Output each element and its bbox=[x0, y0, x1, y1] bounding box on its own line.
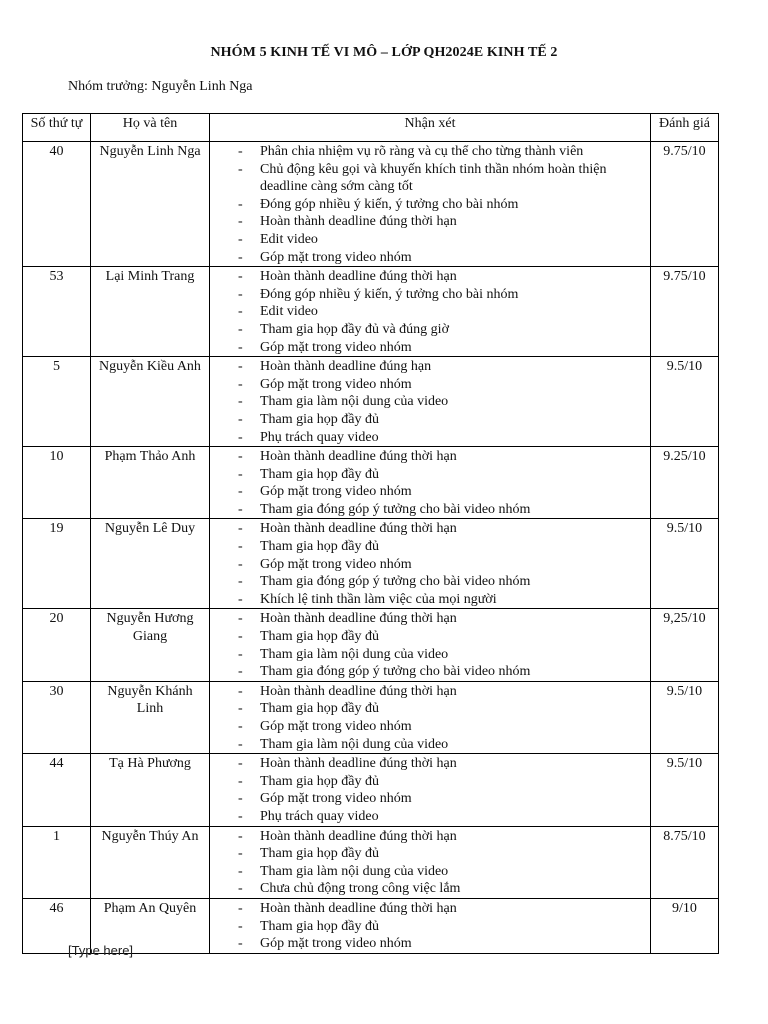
dash-bullet: - bbox=[238, 249, 243, 265]
grade: 9.75/10 bbox=[651, 267, 719, 357]
comments-list bbox=[210, 610, 650, 680]
grade: 8.75/10 bbox=[651, 826, 719, 898]
comment-text: Góp mặt trong video nhóm bbox=[260, 249, 412, 265]
dash-bullet: - bbox=[238, 591, 243, 607]
comments-cell bbox=[210, 357, 651, 447]
comment-item bbox=[210, 591, 650, 609]
grade: 9.5/10 bbox=[651, 754, 719, 826]
comments-cell bbox=[210, 826, 651, 898]
header-number: Số thứ tự bbox=[23, 114, 91, 142]
comments-list bbox=[210, 900, 650, 953]
comment-text: Tham gia họp đầy đủ và đúng giờ bbox=[260, 321, 449, 337]
comment-item bbox=[210, 808, 650, 826]
dash-bullet: - bbox=[238, 611, 243, 627]
comment-item bbox=[210, 610, 650, 628]
comment-text: Tham gia làm nội dung của video bbox=[260, 646, 449, 662]
table-row bbox=[23, 609, 719, 681]
comment-item bbox=[210, 663, 650, 681]
comment-text: Hoàn thành deadline đúng thời hạn bbox=[260, 611, 457, 627]
comment-item bbox=[210, 556, 650, 574]
comment-text: Tham gia làm nội dung của video bbox=[260, 394, 449, 410]
comment-text: Khích lệ tinh thần làm việc của mọi người bbox=[260, 591, 497, 607]
dash-bullet: - bbox=[238, 144, 243, 159]
dash-bullet: - bbox=[238, 359, 243, 375]
comment-item bbox=[210, 863, 650, 881]
comment-text: Góp mặt trong video nhóm bbox=[260, 556, 412, 572]
comment-text: Hoàn thành deadline đúng thời hạn bbox=[260, 269, 457, 285]
comment-text: Tham gia họp đầy đủ bbox=[260, 539, 379, 555]
comments-cell bbox=[210, 267, 651, 357]
student-number: 40 bbox=[23, 142, 91, 267]
student-number: 30 bbox=[23, 681, 91, 753]
comment-text: Tham gia họp đầy đủ bbox=[260, 701, 379, 717]
comment-item bbox=[210, 143, 650, 161]
comment-item bbox=[210, 573, 650, 591]
comment-text: Góp mặt trong video nhóm bbox=[260, 484, 412, 500]
group-leader: Nhóm trưởng: Nguyễn Linh Nga bbox=[68, 79, 253, 94]
dash-bullet: - bbox=[238, 900, 243, 916]
comment-text: Góp mặt trong video nhóm bbox=[260, 339, 412, 355]
comments-list bbox=[210, 828, 650, 898]
comment-item bbox=[210, 501, 650, 519]
comment-item bbox=[210, 429, 650, 447]
comment-item bbox=[210, 376, 650, 394]
comment-item bbox=[210, 700, 650, 718]
document-title: NHÓM 5 KINH TẾ VI MÔ – LỚP QH2024E KINH TẾ 2 bbox=[210, 45, 558, 60]
comment-text: Hoàn thành deadline đúng thời hạn bbox=[260, 449, 457, 465]
grade: 9.5/10 bbox=[651, 681, 719, 753]
dash-bullet: - bbox=[238, 286, 243, 302]
dash-bullet: - bbox=[238, 791, 243, 807]
comment-item bbox=[210, 448, 650, 466]
comment-text: Phụ trách quay video bbox=[260, 808, 379, 824]
comment-item bbox=[210, 303, 650, 321]
dash-bullet: - bbox=[238, 539, 243, 555]
comments-cell bbox=[210, 754, 651, 826]
student-number: 46 bbox=[23, 898, 91, 953]
comment-text: Chủ động kêu gọi và khuyến khích tinh thần nhóm hoàn thiện deadline càng sớm càng tốt bbox=[260, 161, 607, 195]
dash-bullet: - bbox=[238, 449, 243, 465]
dash-bullet: - bbox=[238, 304, 243, 320]
comment-item bbox=[210, 196, 650, 214]
table-row bbox=[23, 357, 719, 447]
dash-bullet: - bbox=[238, 466, 243, 482]
comment-item bbox=[210, 628, 650, 646]
student-name: Nguyễn Kiều Anh bbox=[91, 357, 210, 447]
comment-text: Chưa chủ động trong công việc lắm bbox=[260, 881, 461, 897]
table-header-row bbox=[23, 114, 719, 142]
dash-bullet: - bbox=[238, 773, 243, 789]
dash-bullet: - bbox=[238, 574, 243, 590]
comment-text: Hoàn thành deadline đúng thời hạn bbox=[260, 828, 457, 844]
dash-bullet: - bbox=[238, 719, 243, 734]
comment-item bbox=[210, 249, 650, 267]
comment-text: Góp mặt trong video nhóm bbox=[260, 719, 412, 734]
table-row bbox=[23, 267, 719, 357]
comment-item bbox=[210, 466, 650, 484]
dash-bullet: - bbox=[238, 556, 243, 572]
grade: 9/10 bbox=[651, 898, 719, 953]
student-number: 10 bbox=[23, 447, 91, 519]
comment-text: Góp mặt trong video nhóm bbox=[260, 936, 412, 952]
comments-list bbox=[210, 520, 650, 608]
comment-text: Tham gia làm nội dung của video bbox=[260, 863, 449, 879]
comment-text: Tham gia họp đầy đủ bbox=[260, 918, 379, 934]
dash-bullet: - bbox=[238, 161, 243, 177]
student-number: 53 bbox=[23, 267, 91, 357]
comment-item bbox=[210, 935, 650, 953]
student-name: Nguyễn Khánh Linh bbox=[91, 681, 210, 753]
comment-item bbox=[210, 538, 650, 556]
comment-text: Phụ trách quay video bbox=[260, 429, 379, 445]
dash-bullet: - bbox=[238, 321, 243, 337]
dash-bullet: - bbox=[238, 808, 243, 824]
comment-item bbox=[210, 900, 650, 918]
comment-item bbox=[210, 231, 650, 249]
table-row bbox=[23, 754, 719, 826]
comment-item bbox=[210, 411, 650, 429]
comment-item bbox=[210, 393, 650, 411]
comment-item bbox=[210, 286, 650, 304]
comment-text: Tham gia họp đầy đủ bbox=[260, 773, 379, 789]
comments-cell bbox=[210, 519, 651, 609]
comment-text: Góp mặt trong video nhóm bbox=[260, 791, 412, 807]
dash-bullet: - bbox=[238, 918, 243, 934]
dash-bullet: - bbox=[238, 828, 243, 844]
student-number: 44 bbox=[23, 754, 91, 826]
evaluation-table bbox=[22, 113, 719, 954]
comments-list bbox=[210, 448, 650, 518]
student-name: Nguyễn Thúy An bbox=[91, 826, 210, 898]
dash-bullet: - bbox=[238, 664, 243, 680]
comment-text: Tham gia đóng góp ý tưởng cho bài video nhóm bbox=[260, 574, 531, 590]
comment-item bbox=[210, 213, 650, 231]
dash-bullet: - bbox=[238, 756, 243, 772]
comment-text: Edit video bbox=[260, 304, 318, 320]
comment-item bbox=[210, 918, 650, 936]
comment-text: Hoàn thành deadline đúng thời hạn bbox=[260, 683, 457, 699]
comment-text: Phân chia nhiệm vụ rõ ràng và cụ thể cho từng thành viên bbox=[260, 144, 584, 159]
student-number: 19 bbox=[23, 519, 91, 609]
comments-list bbox=[210, 143, 650, 266]
dash-bullet: - bbox=[238, 429, 243, 445]
comment-text: Đóng góp nhiều ý kiến, ý tưởng cho bài nhóm bbox=[260, 196, 519, 212]
comments-list bbox=[210, 358, 650, 446]
header-comments: Nhận xét bbox=[210, 114, 651, 142]
dash-bullet: - bbox=[238, 484, 243, 500]
comment-text: Hoàn thành deadline đúng thời hạn bbox=[260, 756, 457, 772]
grade: 9.75/10 bbox=[651, 142, 719, 267]
grade: 9.5/10 bbox=[651, 357, 719, 447]
comment-item bbox=[210, 718, 650, 736]
dash-bullet: - bbox=[238, 269, 243, 285]
comment-text: Tham gia họp đầy đủ bbox=[260, 629, 379, 645]
dash-bullet: - bbox=[238, 936, 243, 952]
dash-bullet: - bbox=[238, 231, 243, 247]
comment-item bbox=[210, 520, 650, 538]
dash-bullet: - bbox=[238, 411, 243, 427]
dash-bullet: - bbox=[238, 339, 243, 355]
dash-bullet: - bbox=[238, 214, 243, 230]
comments-cell bbox=[210, 142, 651, 267]
student-name: Nguyễn Linh Nga bbox=[91, 142, 210, 267]
comment-text: Hoàn thành deadline đúng thời hạn bbox=[260, 521, 457, 537]
table-body bbox=[23, 142, 719, 954]
comment-item bbox=[210, 483, 650, 501]
dash-bullet: - bbox=[238, 521, 243, 537]
table-row bbox=[23, 447, 719, 519]
student-name: Phạm An Quyên bbox=[91, 898, 210, 953]
table-row bbox=[23, 142, 719, 267]
table-row bbox=[23, 826, 719, 898]
comment-item bbox=[210, 880, 650, 898]
comment-text: Hoàn thành deadline đúng thời hạn bbox=[260, 214, 457, 230]
comment-text: Tham gia họp đầy đủ bbox=[260, 846, 379, 862]
comment-text: Đóng góp nhiều ý kiến, ý tưởng cho bài nhóm bbox=[260, 286, 519, 302]
comment-item bbox=[210, 790, 650, 808]
comment-item bbox=[210, 755, 650, 773]
dash-bullet: - bbox=[238, 394, 243, 410]
dash-bullet: - bbox=[238, 701, 243, 717]
dash-bullet: - bbox=[238, 683, 243, 699]
student-number: 1 bbox=[23, 826, 91, 898]
comment-text: Edit video bbox=[260, 231, 318, 247]
comment-text: Hoàn thành deadline đúng hạn bbox=[260, 359, 432, 375]
comments-cell bbox=[210, 609, 651, 681]
student-name: Nguyễn Hương Giang bbox=[91, 609, 210, 681]
dash-bullet: - bbox=[238, 376, 243, 392]
comment-text: Tham gia họp đầy đủ bbox=[260, 411, 379, 427]
comments-cell bbox=[210, 898, 651, 953]
comment-item bbox=[210, 358, 650, 376]
comments-list bbox=[210, 683, 650, 753]
comment-item bbox=[210, 773, 650, 791]
comment-text: Tham gia đóng góp ý tưởng cho bài video nhóm bbox=[260, 664, 531, 680]
header-name: Họ và tên bbox=[91, 114, 210, 142]
comment-text: Tham gia đóng góp ý tưởng cho bài video nhóm bbox=[260, 501, 531, 517]
comment-text: Tham gia họp đầy đủ bbox=[260, 466, 379, 482]
comment-item bbox=[210, 321, 650, 339]
comment-item bbox=[210, 646, 650, 664]
header-grade: Đánh giá bbox=[651, 114, 719, 142]
student-name: Lại Minh Trang bbox=[91, 267, 210, 357]
dash-bullet: - bbox=[238, 736, 243, 752]
dash-bullet: - bbox=[238, 196, 243, 212]
dash-bullet: - bbox=[238, 629, 243, 645]
grade: 9,25/10 bbox=[651, 609, 719, 681]
student-number: 5 bbox=[23, 357, 91, 447]
dash-bullet: - bbox=[238, 863, 243, 879]
comment-text: Hoàn thành deadline đúng thời hạn bbox=[260, 900, 457, 916]
dash-bullet: - bbox=[238, 501, 243, 517]
comments-list bbox=[210, 268, 650, 356]
comment-text: Tham gia làm nội dung của video bbox=[260, 736, 449, 752]
grade: 9.5/10 bbox=[651, 519, 719, 609]
comments-cell bbox=[210, 681, 651, 753]
comment-item bbox=[210, 736, 650, 754]
comment-item bbox=[210, 828, 650, 846]
comment-item bbox=[210, 339, 650, 357]
dash-bullet: - bbox=[238, 881, 243, 897]
comment-item bbox=[210, 161, 650, 196]
student-name: Tạ Hà Phương bbox=[91, 754, 210, 826]
comment-item bbox=[210, 268, 650, 286]
comments-list bbox=[210, 755, 650, 825]
comment-item bbox=[210, 683, 650, 701]
dash-bullet: - bbox=[238, 846, 243, 862]
student-name: Phạm Thảo Anh bbox=[91, 447, 210, 519]
student-name: Nguyễn Lê Duy bbox=[91, 519, 210, 609]
table-row bbox=[23, 681, 719, 753]
table-row bbox=[23, 519, 719, 609]
comment-item bbox=[210, 845, 650, 863]
dash-bullet: - bbox=[238, 646, 243, 662]
comments-cell bbox=[210, 447, 651, 519]
comment-text: Góp mặt trong video nhóm bbox=[260, 376, 412, 392]
student-number: 20 bbox=[23, 609, 91, 681]
footer-placeholder[interactable]: [Type here] bbox=[68, 943, 134, 958]
grade: 9.25/10 bbox=[651, 447, 719, 519]
